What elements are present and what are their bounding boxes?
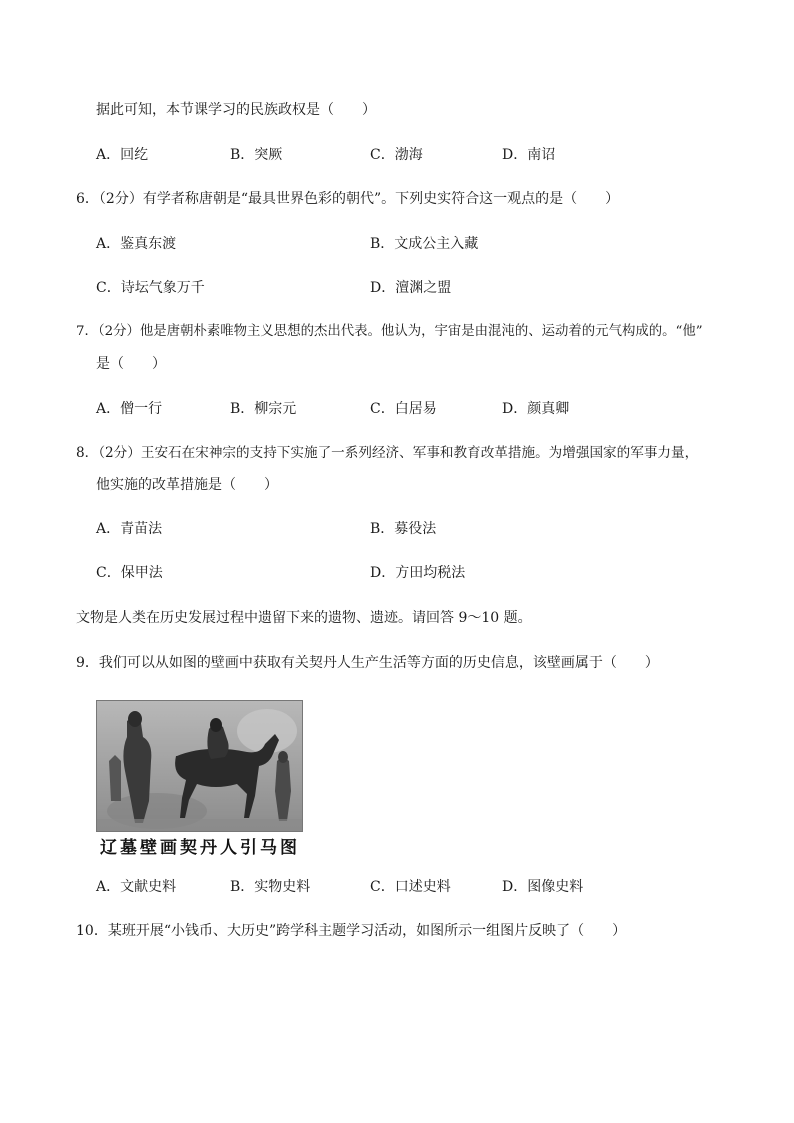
q7-option-b: B．柳宗元 <box>230 401 297 417</box>
q5-stem: 据此可知，本节课学习的民族政权是（ ） <box>96 102 376 118</box>
q8-option-a: A．青苗法 <box>96 521 163 537</box>
q8-option-b: B．募役法 <box>370 521 437 537</box>
mural-painting-icon <box>97 701 302 831</box>
q5-option-b: B．突厥 <box>230 147 283 163</box>
q5-option-d: D．南诏 <box>502 147 556 163</box>
q9-stem: 9．我们可以从如图的壁画中获取有关契丹人生产生活等方面的历史信息，该壁画属于（ ） <box>76 655 659 671</box>
q7-stem-line2: 是（ ） <box>96 356 166 372</box>
q6-option-c: C．诗坛气象万千 <box>96 280 205 296</box>
q5-option-c: C．渤海 <box>370 147 423 163</box>
q7-option-d: D．颜真卿 <box>502 401 570 417</box>
q6-option-b: B．文成公主入藏 <box>370 236 479 252</box>
q9-option-d: D．图像史料 <box>502 879 584 895</box>
section-intro: 文物是人类在历史发展过程中遗留下来的遗物、遗迹。请回答 9～10 题。 <box>76 610 532 626</box>
q10-stem: 10．某班开展“小钱币、大历史”跨学科主题学习活动，如图所示一组图片反映了（ ） <box>76 923 627 939</box>
q5-option-a: A．回纥 <box>96 147 149 163</box>
q7-option-a: A．僧一行 <box>96 401 163 417</box>
q6-option-d: D．澶渊之盟 <box>370 280 452 296</box>
q8-option-c: C．保甲法 <box>96 565 163 581</box>
q9-option-c: C．口述史料 <box>370 879 451 895</box>
q9-option-b: B．实物史料 <box>230 879 311 895</box>
q8-stem-line1: 8．（2分）王安石在宋神宗的支持下实施了一系列经济、军事和教育改革措施。为增强国家的军事力量， <box>76 445 699 461</box>
mural-image <box>96 700 303 832</box>
figure-caption: 辽墓壁画契丹人引马图 <box>100 838 300 858</box>
q6-stem: 6．（2分）有学者称唐朝是“最具世界色彩的朝代”。下列史实符合这一观点的是（ ） <box>76 191 620 207</box>
q9-option-a: A．文献史料 <box>96 879 177 895</box>
q7-option-c: C．白居易 <box>370 401 437 417</box>
q7-stem-line1: 7．（2分）他是唐朝朴素唯物主义思想的杰出代表。他认为，宇宙是由混沌的、运动着的元气构成的。“他” <box>76 324 703 339</box>
q8-stem-line2: 他实施的改革措施是（ ） <box>96 477 278 493</box>
q8-option-d: D．方田均税法 <box>370 565 466 581</box>
q6-option-a: A．鉴真东渡 <box>96 236 177 252</box>
